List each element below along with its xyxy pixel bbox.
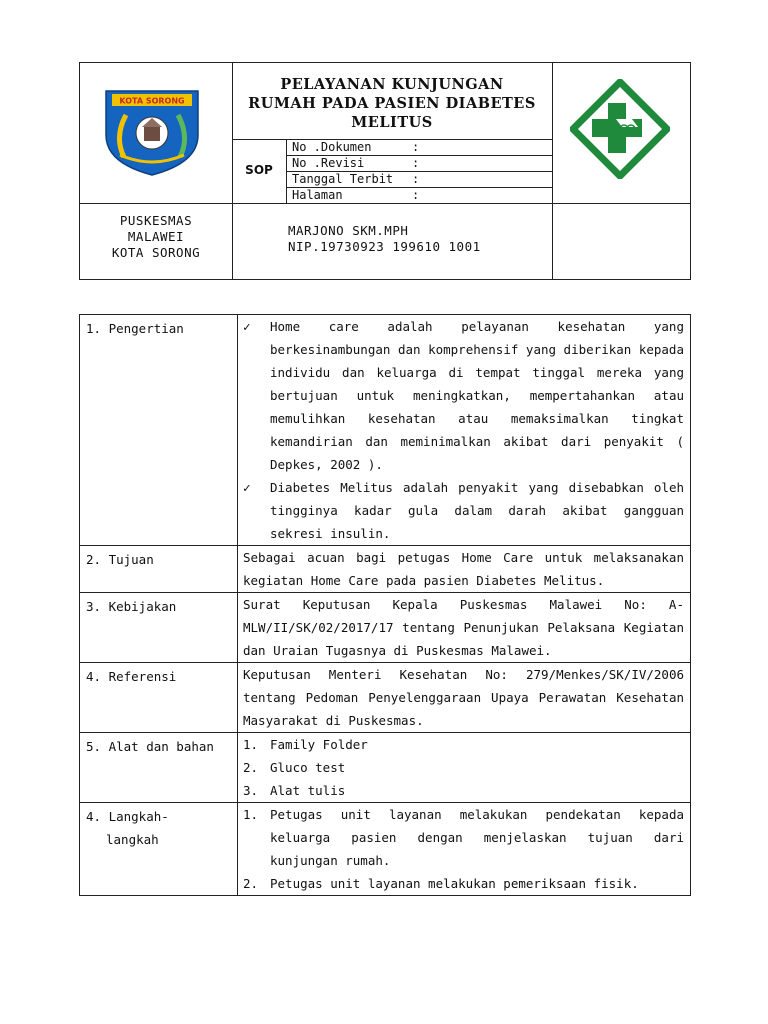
row-label: 4. Referensi: [80, 663, 238, 733]
title-line: PELAYANAN KUNJUNGAN: [280, 76, 504, 93]
meta-row-revisi: [292, 156, 552, 171]
row-content: Keputusan Menteri Kesehatan No: 279/Menkes/SK/IV/2006 tentang Pedoman Penyelenggaraan Upaya Perawatan Kesehatan Masyarakat di Puskesmas.: [238, 663, 691, 733]
bullet-text: Home care adalah pelayanan kesehatan yang berkesinambungan dan komprehensif yang diberikan kepada individu dan keluarga di tempat tinggal mereka yang bertujuan untuk meningkatkan, mempertahankan atau memulihkan kesehatan atau memaksimalkan tingkat kemandirian dan meminimalkan akibat dari penyakit ( Depkes, 2002 ).: [270, 319, 684, 472]
signer-block: [288, 223, 568, 255]
list-item: [243, 733, 684, 756]
meta-label: Halaman: [292, 188, 343, 202]
meta-value: :: [412, 188, 420, 202]
row-content: [238, 803, 691, 896]
meta-row-dokumen: [292, 140, 552, 155]
item-text: Petugas unit layanan melakukan pemeriksaan fisik.: [270, 876, 639, 891]
meta-row-halaman: [292, 188, 552, 203]
item-text: Alat tulis: [270, 783, 346, 798]
divider: [80, 203, 690, 204]
item-number: 3.: [243, 783, 259, 798]
meta-value: :: [412, 140, 420, 154]
row-label: 3. Kebijakan: [80, 593, 238, 663]
row-content: [238, 733, 691, 803]
puskesmas-logo: [570, 79, 670, 179]
institution-line: KOTA SORONG: [111, 245, 201, 260]
meta-label: Tanggal Terbit: [292, 172, 394, 186]
bullet-text: Diabetes Melitus adalah penyakit yang disebabkan oleh tingginya kadar gula dalam darah akibat gangguan sekresi insulin.: [270, 480, 684, 541]
list-item: [243, 779, 684, 802]
title-line: MELITUS: [351, 114, 433, 131]
row-content: Sebagai acuan bagi petugas Home Care untuk melaksanakan kegiatan Home Care pada pasien Diabetes Melitus.: [238, 546, 691, 593]
kota-sorong-emblem: [102, 87, 202, 177]
institution-line: MALAWEI: [127, 229, 185, 244]
sop-content-table: [79, 314, 691, 896]
meta-label: No .Revisi: [292, 156, 365, 170]
item-number: 2.: [243, 760, 259, 775]
list-item: [243, 872, 684, 895]
table-row: [80, 733, 691, 803]
item-number: 1.: [243, 807, 259, 822]
list-item: [243, 756, 684, 779]
sop-label: SOP: [245, 163, 273, 177]
meta-value: :: [412, 172, 420, 186]
institution-line: PUSKESMAS: [119, 213, 193, 228]
institution-name: [80, 213, 232, 261]
row-label: 2. Tujuan: [80, 546, 238, 593]
page-title: [232, 75, 552, 132]
title-line: RUMAH PADA PASIEN DIABETES: [248, 95, 536, 112]
row-label: [80, 803, 238, 896]
signer-name: MARJONO SKM.MPH: [288, 223, 409, 238]
row-content: [238, 315, 691, 546]
table-row: [80, 803, 691, 896]
signer-nip: NIP.19730923 199610 1001: [288, 239, 481, 254]
row-label-line: langkah: [106, 832, 159, 847]
item-text: Gluco test: [270, 760, 346, 775]
list-item: [243, 476, 684, 545]
table-row: [80, 315, 691, 546]
check-icon: ✓: [243, 480, 251, 495]
list-item: [243, 803, 684, 872]
table-row: [80, 546, 691, 593]
meta-value: :: [412, 156, 420, 170]
item-text: Family Folder: [270, 737, 368, 752]
check-icon: ✓: [243, 319, 251, 334]
row-label-line: 4. Langkah-: [86, 809, 169, 824]
list-item: [243, 315, 684, 476]
item-text: Petugas unit layanan melakukan pendekatan kepada keluarga pasien dengan menjelaskan tujuan dari kunjungan rumah.: [270, 807, 684, 868]
table-row: [80, 593, 691, 663]
meta-row-tanggal: [292, 172, 552, 187]
emblem-label: KOTA SORONG: [119, 96, 185, 106]
item-number: 1.: [243, 737, 259, 752]
row-label: 5. Alat dan bahan: [80, 733, 238, 803]
sop-header: [79, 62, 691, 280]
table-row: [80, 663, 691, 733]
row-label: 1. Pengertian: [80, 315, 238, 546]
meta-label: No .Dokumen: [292, 140, 372, 154]
row-content: Surat Keputusan Kepala Puskesmas Malawei No: A-MLW/II/SK/02/2017/17 tentang Penunjukan Pelaksana Kegiatan dan Uraian Tugasnya di Puskesmas Malawei.: [238, 593, 691, 663]
item-number: 2.: [243, 876, 259, 891]
